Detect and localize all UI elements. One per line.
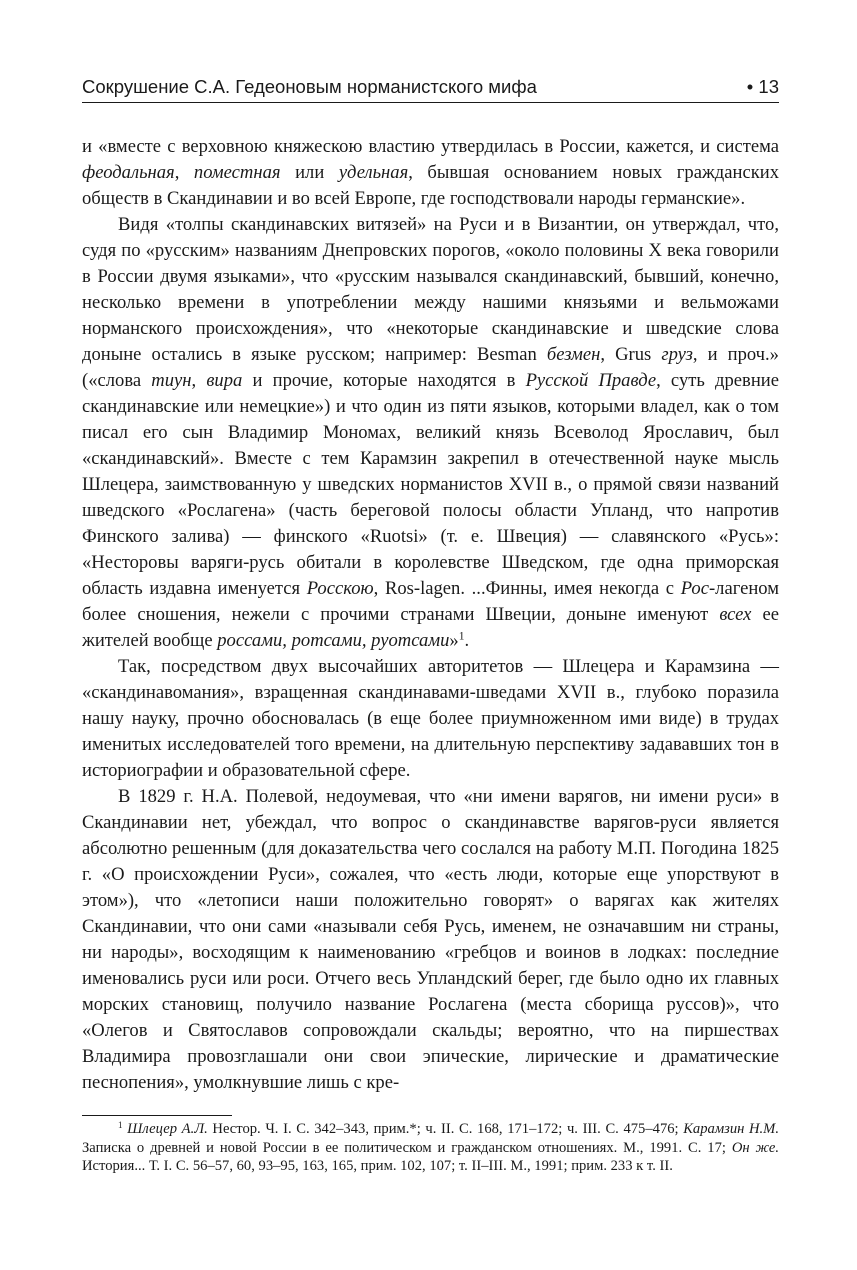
running-title: Сокрушение С.А. Гедеоновым норманистского мифа xyxy=(82,76,537,97)
body-text xyxy=(82,134,779,1096)
italic-text: тиун xyxy=(151,370,192,391)
text-run: Записка о древней и новой России в ее политическом и гражданском отношениях. М., 1991. С. 17; xyxy=(82,1139,732,1156)
text-run: , суть древние скандинавские или немецкие») и что один из пяти языков, которыми владел, как о том писал его сын Владимир Мономах, великий князь Всеволод Ярославич, был «скандинавский». Вместе с тем Карамзин закрепил в отечественной науке мысль Шлецера, заимствованную у шведских норманистов XVII в., о прямой связи названий шведского «Рослагена» (часть береговой полосы области Упланд, что напротив Финского залива) — финского «Ruotsi» (т. е. Швеция) — славянского «Русь»: «Несторовы варяги-русь обитали в королевстве Шведском, где одна приморская область издавна именуется xyxy=(82,370,779,599)
text-run: » xyxy=(449,630,459,651)
italic-text: Он же. xyxy=(731,1139,780,1156)
italic-text: поместная xyxy=(193,162,281,183)
footnote xyxy=(82,1120,779,1176)
footnote-marker: 1 xyxy=(118,1120,123,1131)
text-run: , Ros-lagen. ...Финны, имея некогда с xyxy=(373,578,681,599)
running-header xyxy=(82,72,779,103)
text-run: , и проч.» («слова xyxy=(82,344,779,391)
italic-text: Рос xyxy=(680,578,709,599)
italic-text: россами, ротсами, руотсами xyxy=(217,630,450,651)
italic-text: Русской Правде xyxy=(525,370,657,391)
text-run: Нестор. Ч. I. С. 342–343, прим.*; ч. II. С. 168, 171–172; ч. III. С. 475–476; xyxy=(207,1121,684,1137)
text-run: -лагеном более сношения, нежели с прочими странами Швеции, доныне именуют xyxy=(82,578,779,625)
text-run: , xyxy=(191,370,207,391)
text-run: и «вместе с верховною княжескою властию утвердилась в России, кажется, и система xyxy=(82,136,779,157)
text-run: , xyxy=(174,162,194,183)
text-run: История... Т. I. С. 56–57, 60, 93–95, 163, 165, прим. 102, 107; т. II–III. М., 1991; прим. 233 к т. II. xyxy=(82,1158,673,1174)
text-run: . xyxy=(464,630,470,651)
text-run: ее жителей вообще xyxy=(82,604,780,651)
footnote-divider xyxy=(82,1115,232,1116)
text-run: Видя «толпы скандинавских витязей» на Руси и в Византии, он утверждал, что, судя по «русским» названиям Днепровских порогов, «около половины X века говорили в России двумя языками», что «русским назывался скандинавский, бывший, конечно, несколько времени в употреблении между нашими князьями и вельможами норманского происхождения», что «некоторые скандинавские и шведские слова доныне остались в языке русском; например: Besman xyxy=(82,214,779,365)
footnote-marker: 1 xyxy=(458,630,465,643)
page-number: • 13 xyxy=(746,76,779,97)
paragraph xyxy=(82,134,779,212)
italic-text: всех xyxy=(719,604,752,625)
italic-text: феодальная xyxy=(82,162,175,183)
italic-text: удельная xyxy=(338,162,409,183)
paragraph xyxy=(82,212,779,654)
paragraph xyxy=(82,784,779,1096)
text-run: , Grus xyxy=(600,344,662,365)
paragraph xyxy=(82,654,779,784)
italic-text: Шлецер А.Л. xyxy=(127,1121,208,1137)
italic-text: безмен xyxy=(546,344,601,365)
text-run: и прочие, которые находятся в xyxy=(242,370,526,391)
italic-text: груз xyxy=(661,344,693,365)
text-run: или xyxy=(280,162,339,183)
text-run: В 1829 г. Н.А. Полевой, недоумевая, что «ни имени варягов, ни имени руси» в Скандинавии нет, убеждал, что вопрос о скандинавстве варягов-руси является абсолютно решенным (для доказательства чего сослался на работу М.П. Погодина 1825 г. «О происхождении Руси», сожалея, что «есть люди, которые еще упорствуют в этом»), что «летописи наши положительно говорят» о варягах как жителях Скандинавии, что они сами «называли себя Русь, именем, не означавшим ни страны, ни народы», восходящим к наименованию «гребцов и воинов в лодках: последние именовались руси или роси. Отчего весь Упландский берег, где было одно их главных морских становищ, получило название Рослагена (места сборища руссов)», что «Олегов и Святославов сопровождали скальды; вероятно, что на пиршествах Владимира провозглашали они свои эпические, лирические и драматические песнопения», умолкнувшие лишь с кре- xyxy=(82,786,779,1093)
text-run: Так, посредством двух высочайших авторитетов — Шлецера и Карамзина — «скандинавомания», взращенная скандинавами-шведами XVII в., глубоко поразила нашу науку, прочно обосновалась (в еще более приумноженном ими виде) в трудах именитых исследователей того времени, на длительную перспективу задававших тон в историографии и образовательной сфере. xyxy=(82,656,779,781)
italic-text: Росскою xyxy=(306,578,374,599)
italic-text: вира xyxy=(206,370,243,391)
text-run: , бывшая основанием новых гражданских обществ в Скандинавии и во всей Европе, где господствовали народы германские». xyxy=(82,162,779,209)
italic-text: Карамзин Н.М. xyxy=(683,1121,779,1137)
